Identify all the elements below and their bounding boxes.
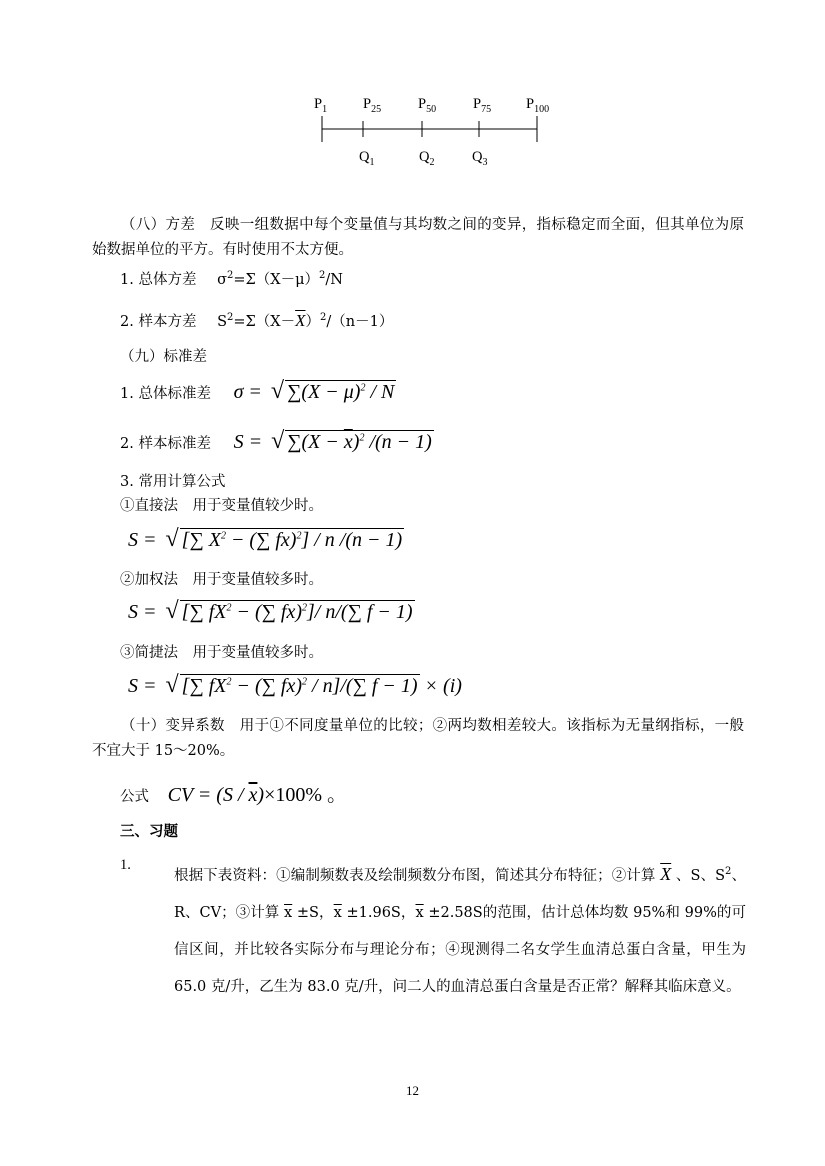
- label-p50: $P_{50}$: [418, 96, 437, 115]
- direct-method-formula: S = √ [∑ $X^2$ − (∑ fx)$^2$] / n /(n − 1): [128, 526, 403, 552]
- population-variance-label: 1. 总体方差: [120, 272, 197, 288]
- question-1-number: 1.: [120, 857, 131, 873]
- direct-method-label: ①直接法 用于变量值较少时。: [120, 498, 323, 514]
- sample-variance: [120, 310, 393, 331]
- population-sd-formula: σ = √ $\sum(X - \mu)^2 / N$: [233, 378, 395, 404]
- population-sd-label: 1. 总体标准差: [120, 386, 211, 402]
- population-variance-formula: $\sigma^2=\Sigma(X-\mu)^2/N$: [217, 270, 343, 288]
- label-p25: $P_{25}$: [363, 96, 382, 115]
- sample-variance-label: 2. 样本方差: [120, 314, 197, 330]
- population-variance: [120, 268, 343, 289]
- sample-sd-formula: S = √ $\sum(X - \overline{x})^2$ /(n − 1): [233, 428, 432, 454]
- cv-formula-label: 公式: [120, 789, 149, 805]
- shortcut-method-formula: S = √ [∑ $fX^2$ − (∑ fx)$^2$ / n]/(∑ f − 1) × (i): [128, 672, 462, 698]
- variance-paragraph: （八）方差 反映一组数据中每个变量值与其均数之间的变异，指标稳定而全面，但其单位为原始数据单位的平方。有时使用不太方便。: [92, 217, 744, 258]
- cv-formula-row: [120, 778, 347, 807]
- population-sd: [120, 378, 396, 405]
- exercises-heading: 三、习题: [120, 823, 178, 840]
- weighted-method-formula: S = √ [∑ $fX^2$ − (∑ fx)$^2$]/ n/(∑ f − 1): [128, 598, 413, 624]
- shortcut-method-label: ③简捷法 用于变量值较多时。: [120, 645, 323, 661]
- sample-variance-formula: $S^2=\Sigma(X-\overline{X})^2/(n-1)$: [217, 311, 394, 330]
- page-number: 12: [406, 1083, 419, 1098]
- weighted-method-label: ②加权法 用于变量值较多时。: [120, 572, 323, 588]
- sample-sd-label: 2. 样本标准差: [120, 436, 211, 452]
- sd-heading: （九）标准差: [120, 349, 207, 365]
- label-p100: $P_{100}$: [526, 96, 550, 115]
- question-1-text: 根据下表资料：①编制频数表及绘制频数分布图，简述其分布特征；②计算 $\overline{X}$ 、S、$S^2$、R、CV；③计算 $\overline{x} \pm S$，$\overline{x} \pm 1.96S$，$\overline{x} \pm 2.58S$的范围，估计总体均数 95%和 99%的可信区间，并比较各实际分布与理论分布；④现测得二名女学生血清总蛋白含量，甲生为 65.0 克/升，乙生为 83.0 克/升，问二人的血清总蛋白含量是否正常？解释其临床意义。: [174, 863, 746, 995]
- common-formulas-label: 3. 常用计算公式: [120, 474, 226, 490]
- label-q2: $Q_2$: [419, 149, 435, 168]
- cv-paragraph: （十）变异系数 用于①不同度量单位的比较；②两均数相差较大。该指标为无量纲指标，一般不宜大于 15～20%。: [92, 718, 744, 759]
- cv-formula: CV = $(S / \overline{x})\times 100\%$ 。: [167, 784, 348, 806]
- label-p1: $P_1$: [314, 96, 328, 115]
- label-q1: $Q_1$: [359, 149, 375, 168]
- label-p75: $P_{75}$: [473, 96, 492, 115]
- sample-sd: [120, 428, 434, 455]
- label-q3: $Q_3$: [472, 149, 488, 168]
